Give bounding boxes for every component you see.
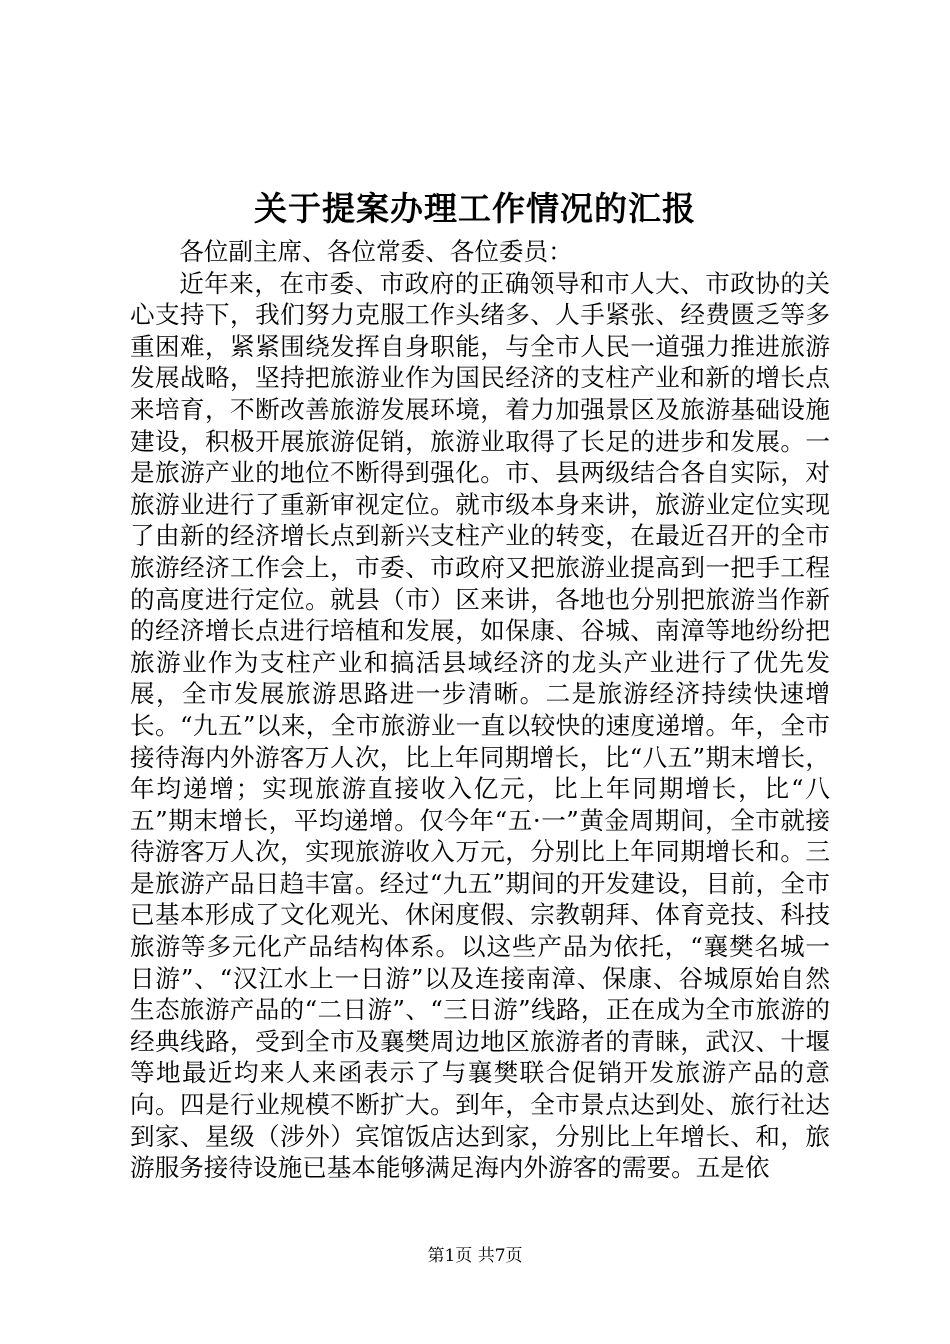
page-footer: 第1页 共7页 xyxy=(427,1246,523,1266)
document-title: 关于提案办理工作情况的汇报 xyxy=(254,189,696,228)
document-body xyxy=(130,236,830,1184)
body-paragraph: 近年来，在市委、市政府的正确领导和市人大、市政协的关心支持下，我们努力克服工作头绪多、人手紧张、经费匮乏等多重困难，紧紧围绕发挥自身职能，与全市人民一道强力推进旅游发展战略，坚持把旅游业作为国民经济的支柱产业和新的增长点来培育，不断改善旅游发展环境，着力加强景区及旅游基础设施建设，积极开展旅游促销，旅游业取得了长足的进步和发展。一是旅游产业的地位不断得到强化。市、县两级结合各自实际，对旅游业进行了重新审视定位。就市级本身来讲，旅游业定位实现了由新的经济增长点到新兴支柱产业的转变，在最近召开的全市旅游经济工作会上，市委、市政府又把旅游业提高到一把手工程的高度进行定位。就县（市）区来讲，各地也分别把旅游当作新的经济增长点进行培植和发展，如保康、谷城、南漳等地纷纷把旅游业作为支柱产业和搞活县域经济的龙头产业进行了优先发展，全市发展旅游思路进一步清晰。二是旅游经济持续快速增长。“九五”以来，全市旅游业一直以较快的速度递增。年，全市接待海内外游客万人次，比上年同期增长，比“八五”期末增长，年均递增；实现旅游直接收入亿元，比上年同期增长，比“八五”期末增长，平均递增。仅今年“五·一”黄金周期间，全市就接待游客万人次，实现旅游收入万元，分别比上年同期增长和。三是旅游产品日趋丰富。经过“九五”期间的开发建设，目前，全市已基本形成了文化观光、休闲度假、宗教朝拜、体育竞技、科技旅游等多元化产品结构体系。以这些产品为依托，“襄樊名城一日游”、“汉江水上一日游”以及连接南漳、保康、谷城原始自然生态旅游产品的“二日游”、“三日游”线路，正在成为全市旅游的经典线路，受到全市及襄樊周边地区旅游者的青睐，武汉、十堰等地最近均来人来函表示了与襄樊联合促销开发旅游产品的意向。四是行业规模不断扩大。到年，全市景点达到处、旅行社达到家、星级（涉外）宾馆饭店达到家，分别比上年增长、和，旅游服务接待设施已基本能够满足海内外游客的需要。五是依 xyxy=(130,268,830,1183)
salutation: 各位副主席、各位常委、各位委员： xyxy=(179,237,573,266)
